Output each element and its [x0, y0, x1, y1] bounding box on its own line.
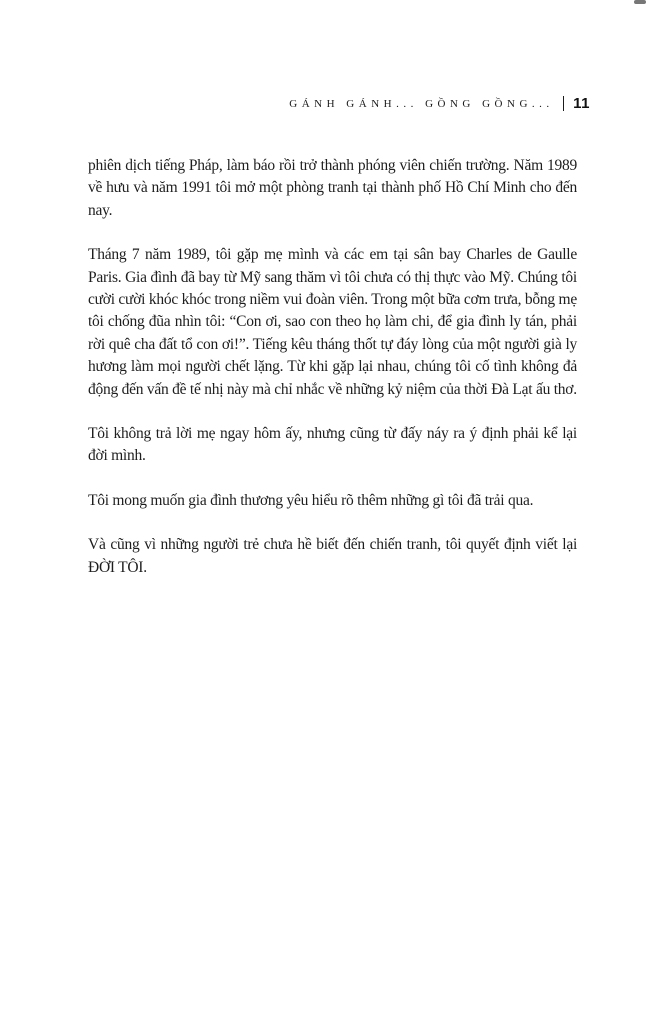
- paragraph: Và cũng vì những người trẻ chưa hề biết đến chiến tranh, tôi quyết định viết lại ĐỜI TÔI.: [88, 536, 577, 576]
- running-title: GÁNH GÁNH... GỒNG GỒNG...: [289, 97, 554, 110]
- paragraph: phiên dịch tiếng Pháp, làm báo rồi trở thành phóng viên chiến trường. Năm 1989 về hưu và năm 1991 tôi mở một phòng tranh tại thành phố Hồ Chí Minh cho đến nay.: [88, 157, 577, 219]
- header-divider: [563, 96, 565, 111]
- scan-artifact-speck: [634, 0, 646, 4]
- page-number: 11: [573, 95, 590, 112]
- paragraph: Tháng 7 năm 1989, tôi gặp mẹ mình và các em tại sân bay Charles de Gaulle Paris. Gia đình đã bay từ Mỹ sang thăm vì tôi chưa có thị thực vào Mỹ. Chúng tôi cười cười khóc khóc trong niềm vui đoàn viên. Trong một bữa cơm trưa, bỗng mẹ tôi chống đũa nhìn tôi: “Con ơi, sao con theo họ làm chi, để gia đình ly tán, phải rời quê cha đất tổ con ơi!”. Tiếng kêu tháng thốt tự đáy lòng của một người già ly hương làm mọi người chết lặng. Từ khi gặp lại nhau, chúng tôi cố tình không đả động đến vấn đề tế nhị này mà chỉ nhắc về những kỷ niệm của thời Đà Lạt ấu thơ.: [88, 246, 577, 398]
- paragraph: Tôi mong muốn gia đình thương yêu hiểu rõ thêm những gì tôi đã trải qua.: [88, 491, 534, 509]
- paragraph: Tôi không trả lời mẹ ngay hôm ấy, nhưng cũng từ đấy náy ra ý định phải kể lại đời mình.: [88, 425, 577, 465]
- body-text: [88, 155, 577, 601]
- running-head: [0, 95, 590, 112]
